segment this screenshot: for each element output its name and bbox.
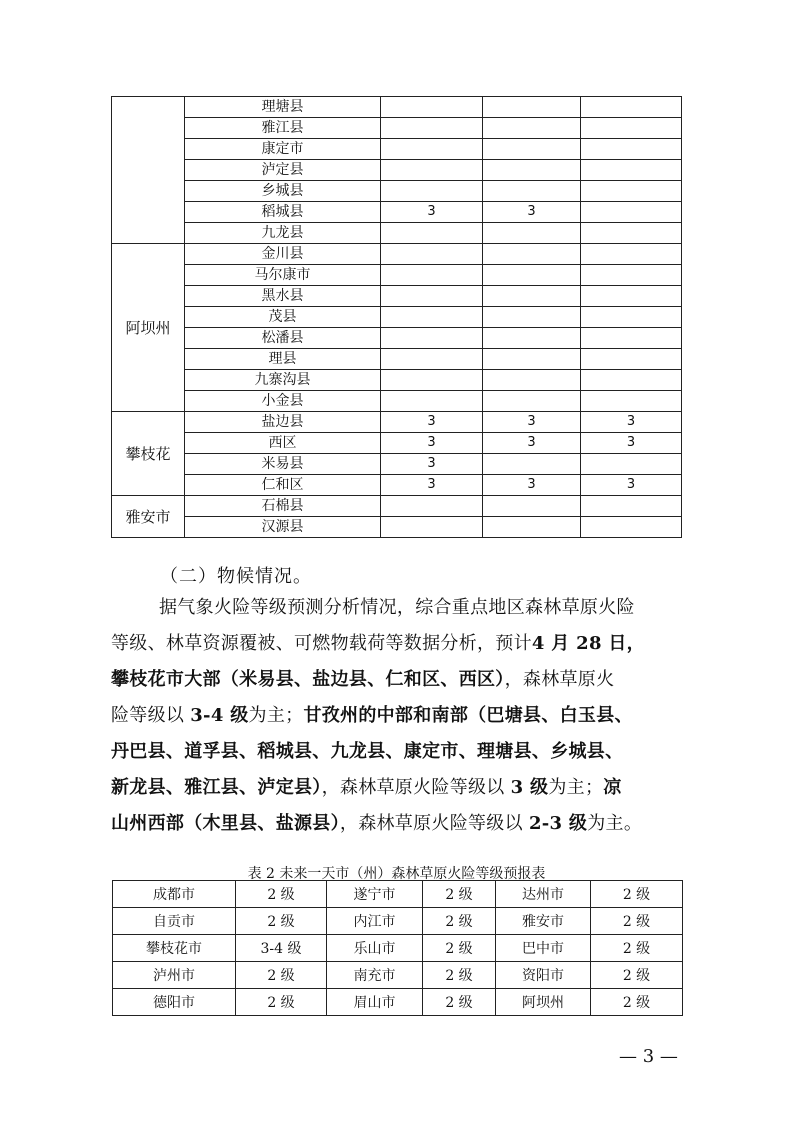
table-row (113, 881, 683, 908)
forecast-paragraph (111, 590, 685, 842)
city-cell: 雅安市 (496, 908, 591, 935)
table-row (113, 908, 683, 935)
table-row (112, 118, 682, 139)
table-row (112, 265, 682, 286)
risk-level-cell (381, 328, 483, 349)
county-cell: 松潘县 (185, 328, 381, 349)
risk-level-cell (483, 223, 581, 244)
risk-level-cell: 3 (483, 202, 581, 223)
risk-level-cell (483, 265, 581, 286)
section-heading: （二）物候情况。 (160, 566, 312, 587)
region-cell: 阿坝州 (112, 244, 185, 412)
risk-level-cell (483, 496, 581, 517)
table-row (112, 97, 682, 118)
paragraph-line (111, 590, 685, 626)
county-cell: 汉源县 (185, 517, 381, 538)
county-cell: 理县 (185, 349, 381, 370)
county-cell: 康定市 (185, 139, 381, 160)
risk-level-cell (581, 118, 682, 139)
page-number: — 3 — (619, 1046, 678, 1067)
county-cell: 米易县 (185, 454, 381, 475)
table-row (112, 139, 682, 160)
paragraph-line (111, 806, 685, 842)
risk-level-cell: 2 级 (236, 908, 327, 935)
risk-level-cell (381, 517, 483, 538)
county-cell: 盐边县 (185, 412, 381, 433)
county-cell: 雅江县 (185, 118, 381, 139)
risk-level-cell (381, 97, 483, 118)
bold-text: 甘孜州的中部和南部（巴塘县、白玉县、 (303, 705, 633, 726)
risk-level-cell (483, 118, 581, 139)
risk-level-cell: 2 级 (591, 881, 683, 908)
county-cell: 马尔康市 (185, 265, 381, 286)
city-cell: 阿坝州 (496, 989, 591, 1016)
risk-level-cell (581, 496, 682, 517)
risk-level-cell (581, 517, 682, 538)
risk-level-cell (483, 454, 581, 475)
table-row (113, 935, 683, 962)
risk-level-cell (581, 244, 682, 265)
risk-level-cell: 3 (483, 475, 581, 496)
text: 等级、林草资源覆被、可燃物载荷等数据分析，预计 (111, 633, 532, 654)
risk-level-cell (483, 517, 581, 538)
text: 为主。 (587, 813, 643, 834)
risk-level-cell (581, 328, 682, 349)
risk-level-cell (483, 181, 581, 202)
text: 险等级以 (111, 705, 191, 726)
county-cell: 茂县 (185, 307, 381, 328)
risk-level-cell: 3 (381, 475, 483, 496)
city-cell: 南充市 (327, 962, 423, 989)
risk-level-cell: 3-4 级 (236, 935, 327, 962)
risk-level-cell (581, 265, 682, 286)
risk-level-cell (581, 391, 682, 412)
risk-level-cell (581, 181, 682, 202)
risk-level-cell (581, 202, 682, 223)
table-row (112, 223, 682, 244)
region-cell: 雅安市 (112, 496, 185, 538)
risk-level-cell (483, 391, 581, 412)
bold-text: 3-4 级 (190, 705, 249, 726)
risk-level-cell (581, 97, 682, 118)
table-row (112, 412, 682, 433)
risk-level-cell (381, 181, 483, 202)
fire-risk-county-table (111, 96, 682, 538)
bold-text: 新龙县、雅江县、泸定县） (111, 777, 322, 798)
risk-level-cell (381, 244, 483, 265)
text: ，森林草原火 (504, 669, 615, 690)
risk-level-cell (381, 349, 483, 370)
city-cell: 遂宁市 (327, 881, 423, 908)
risk-level-cell (483, 286, 581, 307)
county-cell: 九龙县 (185, 223, 381, 244)
city-cell: 资阳市 (496, 962, 591, 989)
city-cell: 达州市 (496, 881, 591, 908)
risk-level-cell (381, 223, 483, 244)
risk-level-cell (381, 286, 483, 307)
risk-level-cell (381, 160, 483, 181)
paragraph-line (111, 626, 685, 662)
risk-level-cell: 2 级 (591, 908, 683, 935)
county-cell: 仁和区 (185, 475, 381, 496)
region-cell: 攀枝花 (112, 412, 185, 496)
text: 为主； (548, 777, 604, 798)
risk-level-cell (381, 118, 483, 139)
risk-level-cell: 3 (581, 433, 682, 454)
city-cell: 自贡市 (113, 908, 236, 935)
table-row (112, 160, 682, 181)
risk-level-cell (483, 97, 581, 118)
table-row (112, 391, 682, 412)
risk-level-cell: 3 (381, 433, 483, 454)
risk-level-cell (483, 370, 581, 391)
city-cell: 成都市 (113, 881, 236, 908)
table-row (112, 433, 682, 454)
risk-level-cell: 2 级 (423, 908, 496, 935)
risk-level-cell: 2 级 (423, 989, 496, 1016)
risk-level-cell: 3 (483, 412, 581, 433)
bold-text: 攀枝花市大部（米易县、盐边县、仁和区、西区） (111, 669, 505, 690)
city-cell: 内江市 (327, 908, 423, 935)
table-row (112, 286, 682, 307)
bold-text: 丹巴县、道孚县、稻城县、九龙县、康定市、理塘县、乡城县、 (111, 741, 624, 762)
risk-level-cell (381, 391, 483, 412)
risk-level-cell (581, 286, 682, 307)
region-cell (112, 97, 185, 244)
paragraph-line (111, 698, 685, 734)
risk-level-cell (381, 265, 483, 286)
city-cell: 乐山市 (327, 935, 423, 962)
county-cell: 金川县 (185, 244, 381, 265)
table-row (112, 349, 682, 370)
table-row (113, 989, 683, 1016)
risk-level-cell: 2 级 (423, 881, 496, 908)
risk-level-cell (581, 349, 682, 370)
text: ，森林草原火险等级以 (339, 813, 529, 834)
risk-level-cell: 2 级 (236, 989, 327, 1016)
risk-level-cell: 3 (381, 202, 483, 223)
risk-level-cell (581, 454, 682, 475)
bold-text: 凉 (603, 777, 622, 798)
paragraph-line (111, 734, 685, 770)
county-cell: 九寨沟县 (185, 370, 381, 391)
county-cell: 泸定县 (185, 160, 381, 181)
city-fire-risk-table (112, 880, 683, 1016)
risk-level-cell: 3 (381, 454, 483, 475)
county-cell: 乡城县 (185, 181, 381, 202)
table-row (112, 202, 682, 223)
risk-level-cell (381, 307, 483, 328)
table-row (112, 517, 682, 538)
paragraph-line (111, 662, 685, 698)
risk-level-cell: 3 (381, 412, 483, 433)
table-row (112, 328, 682, 349)
risk-level-cell (381, 370, 483, 391)
city-cell: 巴中市 (496, 935, 591, 962)
risk-level-cell (483, 139, 581, 160)
risk-level-cell: 3 (483, 433, 581, 454)
risk-level-cell: 2 级 (423, 962, 496, 989)
risk-level-cell: 2 级 (423, 935, 496, 962)
fire-risk-county-table-body (112, 97, 682, 538)
county-cell: 理塘县 (185, 97, 381, 118)
city-cell: 泸州市 (113, 962, 236, 989)
risk-level-cell: 3 (581, 412, 682, 433)
table-row (112, 475, 682, 496)
city-fire-risk-table-body (113, 881, 683, 1016)
table-row (112, 181, 682, 202)
risk-level-cell (483, 160, 581, 181)
bold-text: 4 月 28 日， (531, 633, 645, 654)
risk-level-cell (483, 244, 581, 265)
risk-level-cell: 3 (581, 475, 682, 496)
text: 据气象火险等级预测分析情况，综合重点地区森林草原火险 (159, 597, 635, 618)
city-cell: 眉山市 (327, 989, 423, 1016)
table-row (112, 454, 682, 475)
risk-level-cell (381, 496, 483, 517)
risk-level-cell: 2 级 (591, 989, 683, 1016)
city-cell: 攀枝花市 (113, 935, 236, 962)
risk-level-cell (483, 349, 581, 370)
text: ，森林草原火险等级以 (321, 777, 511, 798)
risk-level-cell: 2 级 (591, 962, 683, 989)
bold-text: 3 级 (510, 777, 549, 798)
risk-level-cell (483, 307, 581, 328)
county-cell: 小金县 (185, 391, 381, 412)
risk-level-cell (381, 139, 483, 160)
county-cell: 西区 (185, 433, 381, 454)
county-cell: 稻城县 (185, 202, 381, 223)
risk-level-cell: 2 级 (591, 935, 683, 962)
bold-text: 2-3 级 (528, 813, 588, 834)
risk-level-cell (581, 223, 682, 244)
risk-level-cell (483, 328, 581, 349)
paragraph-line (111, 770, 685, 806)
risk-level-cell (581, 307, 682, 328)
table-row (112, 307, 682, 328)
table-row (112, 370, 682, 391)
county-cell: 石棉县 (185, 496, 381, 517)
bold-text: 山州西部（木里县、盐源县） (111, 813, 340, 834)
table-row (112, 244, 682, 265)
county-cell: 黑水县 (185, 286, 381, 307)
text: 为主； (248, 705, 304, 726)
risk-level-cell: 2 级 (236, 881, 327, 908)
table-caption: 表 2 未来一天市（州）森林草原火险等级预报表 (247, 866, 546, 882)
table-row (113, 962, 683, 989)
risk-level-cell (581, 160, 682, 181)
risk-level-cell (581, 139, 682, 160)
risk-level-cell (581, 370, 682, 391)
risk-level-cell: 2 级 (236, 962, 327, 989)
table-row (112, 496, 682, 517)
city-cell: 德阳市 (113, 989, 236, 1016)
